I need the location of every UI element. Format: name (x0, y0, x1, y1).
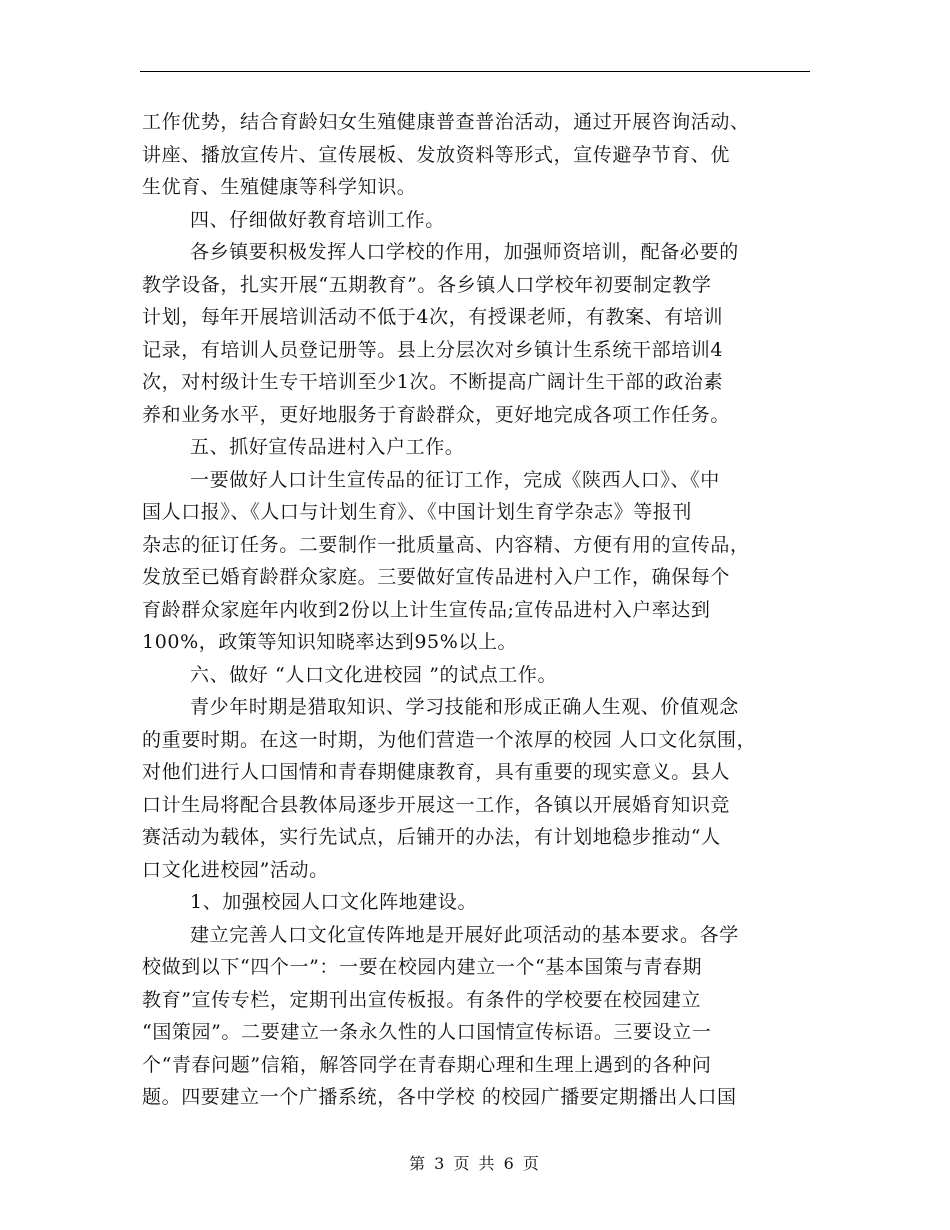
text-line: 青少年时期是猎取知识、学习技能和形成正确人生观、价值观念 (190, 696, 739, 718)
page-footer: 第 3 页 共 6 页 (409, 1154, 541, 1173)
text-line: 一要做好人口计生宣传品的征订工作，完成《陕西人口》、《中 (190, 468, 720, 491)
text-line: 养和业务水平，更好地服务于育龄群众，更好地完成各项工作任务。 (142, 403, 731, 426)
text-line: 各乡镇要积极发挥人口学校的作用，加强师资培训，配备必要的 (190, 241, 739, 263)
text-line: 建立完善人口文化宣传阵地是开展好此项活动的基本要求。各学 (190, 923, 739, 946)
text-line: 国人口报》、《人口与计划生育》、《中国计划生育学杂志》等报刊 (142, 501, 693, 523)
text-line: “国策园”。二要建立一条永久性的人口国情宣传标语。三要设立一 (142, 1021, 712, 1043)
header-rule (140, 71, 810, 72)
text-line: 教育”宣传专栏，定期刊出宣传板报。有条件的学校要在校园建立 (142, 988, 702, 1011)
text-line: 对他们进行人口国情和青春期健康教育，具有重要的现实意义。县人 (142, 761, 731, 783)
text-line: 题。四要建立一个广播系统，各中学校 的校园广播要定期播出人口国 (142, 1086, 737, 1108)
text-line: 四、仔细做好教育培训工作。 (190, 208, 445, 231)
text-line: 育龄群众家庭年内收到2份以上计生宣传品;宣传品进村入户率达到 (142, 598, 711, 621)
text-line: 讲座、播放宣传片、宣传展板、发放资料等形式，宣传避孕节育、优 (142, 143, 731, 166)
text-line: 的重要时期。在这一时期，为他们营造一个浓厚的校园 人口文化氛围， (142, 728, 757, 751)
text-line: 工作优势，结合育龄妇女生殖健康普查普治活动，通过开展咨询活动、 (142, 111, 750, 133)
text-line: 六、做好 “人口文化进校园 ”的试点工作。 (190, 663, 558, 686)
text-line: 口文化进校园”活动。 (142, 858, 329, 881)
text-line: 五、抓好宣传品进村入户工作。 (190, 436, 465, 458)
text-line: 教学设备，扎实开展“五期教育”。各乡镇人口学校年初要制定教学 (142, 273, 712, 296)
text-line: 生优育、生殖健康等科学知识。 (142, 176, 417, 198)
text-line: 100%，政策等知识知晓率达到95%以上。 (142, 631, 518, 653)
body-text (142, 106, 814, 1114)
text-line: 1、加强校园人口文化阵地建设。 (190, 891, 478, 913)
text-line: 次，对村级计生专干培训至少1次。不断提高广阔计生干部的政治素 (142, 371, 724, 393)
text-line: 校做到以下“四个一”：一要在校园内建立一个“基本国策与青春期 (142, 956, 703, 978)
text-line: 发放至已婚育龄群众家庭。三要做好宣传品进村入户工作，确保每个 (142, 566, 731, 588)
text-line: 赛活动为载体，实行先试点，后铺开的办法，有计划地稳步推动“人 (142, 826, 721, 848)
text-line: 个“青春问题”信箱，解答同学在青春期心理和生理上遇到的各种问 (142, 1053, 712, 1076)
text-line: 记录，有培训人员登记册等。县上分层次对乡镇计生系统干部培训4 (142, 338, 724, 361)
text-line: 计划，每年开展培训活动不低于4次，有授课老师，有教案、有培训 (142, 306, 724, 328)
text-line: 口计生局将配合县教体局逐步开展这一工作，各镇以开展婚育知识竞 (142, 793, 731, 816)
text-line: 杂志的征订任务。二要制作一批质量高、内容精、方便有用的宣传品， (142, 533, 750, 556)
